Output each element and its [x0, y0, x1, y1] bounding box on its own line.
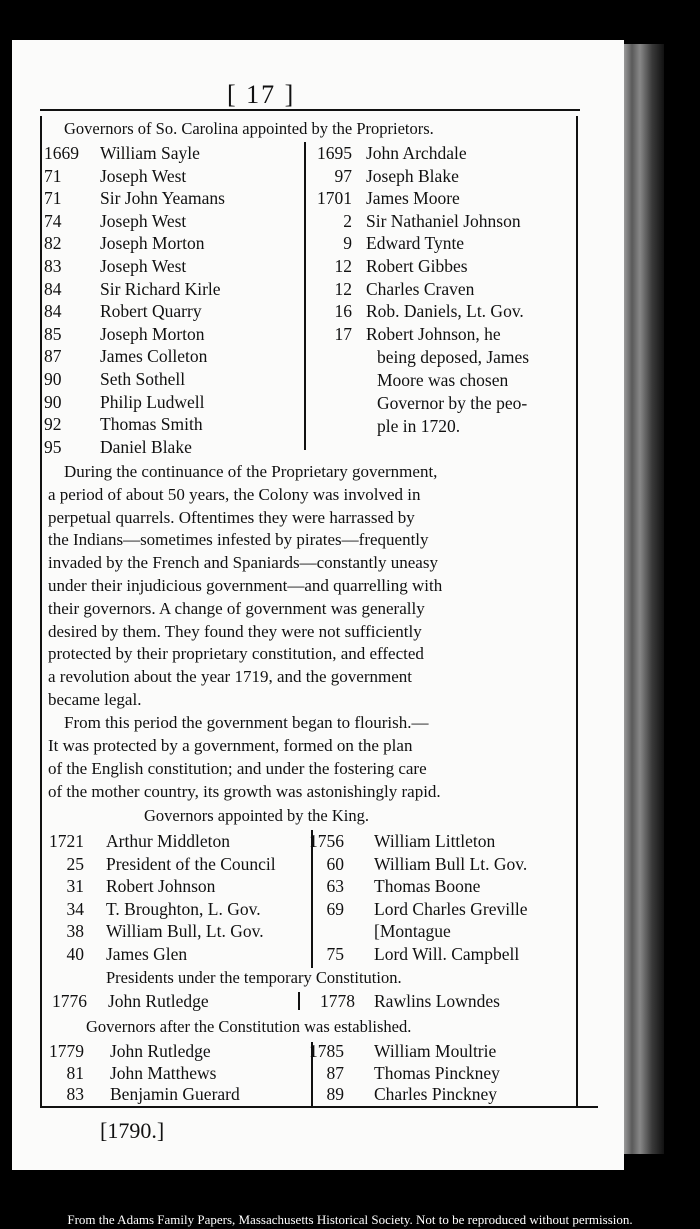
president-name: John Rutledge [108, 991, 209, 1011]
governor-name: Joseph Morton [100, 233, 205, 254]
column-divider [298, 992, 300, 1010]
governor-name: Robert Johnson, he [366, 323, 501, 344]
governor-note-line: being deposed, James [377, 347, 530, 367]
paragraph-line: invaded by the French and Spaniards—constantly uneasy [48, 553, 438, 573]
governor-year: 1785 [309, 1041, 344, 1061]
governor-year: 84 [44, 301, 62, 322]
governor-name: Benjamin Guerard [110, 1084, 240, 1104]
governor-name: Rob. Daniels, Lt. Gov. [366, 301, 524, 322]
governor-year: 9 [343, 233, 352, 254]
governor-name: Robert Quarry [100, 301, 202, 322]
section-heading-presidents: Presidents under the temporary Constitution. [106, 968, 402, 987]
governor-year: 60 [326, 853, 344, 874]
governor-name: William Bull Lt. Gov. [374, 853, 528, 874]
page-number: [ 17 ] [227, 80, 296, 109]
governor-name: Lord Will. Campbell [374, 944, 520, 964]
governor-year: 89 [326, 1084, 344, 1104]
governor-year: 90 [44, 391, 62, 412]
paragraph-line: a period of about 50 years, the Colony was involved in [48, 484, 421, 504]
governor-year: 1669 [44, 143, 79, 163]
governor-year: 90 [44, 369, 62, 389]
governor-name: John Archdale [366, 143, 467, 163]
governor-name: William Bull, Lt. Gov. [106, 921, 264, 942]
governor-name: Joseph West [100, 165, 187, 186]
governor-year: 82 [44, 233, 62, 254]
governor-name: Lord Charles Greville [374, 898, 528, 919]
governor-name: Joseph West [100, 210, 187, 231]
paragraph-line: From this period the government began to flourish.— [64, 713, 429, 732]
paragraph-line: perpetual quarrels. Oftentimes they were harrassed by [48, 507, 415, 527]
governor-year: 12 [334, 278, 352, 299]
governor-name: Philip Ludwell [100, 391, 205, 412]
governor-year: 2 [343, 210, 352, 231]
paragraph-line: It was protected by a government, formed on the plan [48, 736, 413, 755]
governor-year: 25 [66, 853, 84, 874]
governor-year: 17 [334, 323, 352, 344]
governor-name: T. Broughton, L. Gov. [106, 898, 261, 919]
governor-year: 83 [44, 256, 62, 276]
paragraph-line: the Indians—sometimes infested by pirates—frequently [48, 530, 429, 550]
governor-year: 12 [334, 256, 352, 276]
governor-year: 97 [334, 165, 352, 186]
governor-year: 74 [44, 210, 62, 231]
governor-year: 71 [44, 188, 62, 209]
governor-year: 1701 [317, 188, 352, 209]
governor-year: 69 [326, 898, 344, 919]
paragraph-line: of the mother country, its growth was astonishingly rapid. [48, 782, 441, 801]
governor-name: Edward Tynte [366, 233, 465, 254]
governor-name: Joseph Morton [100, 323, 205, 344]
governor-year: 87 [326, 1062, 344, 1083]
governor-name: Robert Johnson [106, 876, 216, 897]
governor-name: Sir John Yeamans [100, 188, 225, 209]
section-heading-king: Governors appointed by the King. [144, 806, 369, 825]
president-year: 1776 [52, 991, 87, 1011]
governor-year: 92 [44, 414, 62, 435]
governor-name: Sir Nathaniel Johnson [366, 210, 521, 231]
governor-name: Charles Pinckney [374, 1084, 497, 1104]
governor-name: James Colleton [100, 346, 208, 367]
bottom-rule [40, 1106, 598, 1108]
paragraph-line: a revolution about the year 1719, and the government [48, 667, 412, 687]
governor-name: Joseph Blake [366, 165, 459, 186]
governor-year: 83 [66, 1084, 84, 1104]
governor-year: 1779 [49, 1041, 84, 1061]
governor-year: 40 [66, 944, 84, 964]
governor-year: 87 [44, 346, 62, 367]
governor-name: William Littleton [374, 831, 496, 851]
governor-year: 81 [66, 1062, 84, 1083]
governor-name: President of the Council [106, 853, 276, 874]
paragraph-line: During the continuance of the Proprietary government, [64, 462, 438, 481]
governor-note-line: ple in 1720. [377, 416, 461, 436]
governor-year: 1756 [309, 831, 344, 851]
governor-year: 16 [334, 301, 352, 322]
governor-year: 1695 [317, 143, 352, 163]
paragraph-line: protected by their proprietary constitution, and effected [48, 644, 424, 664]
year-footer: [1790.] [100, 1118, 165, 1143]
paragraph-line: desired by them. They found they were not sufficiently [48, 621, 422, 641]
governor-name: Seth Sothell [100, 369, 186, 389]
section-heading-proprietors: Governors of So. Carolina appointed by the Proprietors. [64, 119, 434, 138]
governor-name: William Moultrie [374, 1041, 497, 1061]
governor-name: Thomas Smith [100, 414, 203, 435]
governor-year: 85 [44, 323, 62, 344]
governor-name: Joseph West [100, 256, 187, 276]
governor-year: 1721 [49, 831, 84, 851]
president-name: Rawlins Lowndes [374, 991, 500, 1011]
governor-name: James Glen [106, 944, 188, 964]
governor-name: Robert Gibbes [366, 256, 468, 276]
president-year: 1778 [320, 991, 355, 1011]
governor-name: Thomas Boone [374, 876, 481, 897]
governor-name: Arthur Middleton [106, 831, 230, 851]
paragraph-line: their governors. A change of government was generally [48, 598, 425, 618]
governor-note-line: Moore was chosen [377, 370, 509, 390]
page-edge [624, 44, 664, 1154]
paragraph-line: became legal. [48, 690, 142, 709]
section-heading-constitution: Governors after the Constitution was established. [86, 1017, 412, 1036]
governor-year: 75 [326, 944, 344, 964]
governor-name: Sir Richard Kirle [100, 278, 221, 299]
governor-year: 95 [44, 436, 62, 457]
copyright-footer: From the Adams Family Papers, Massachusetts Historical Society. Not to be reproduced without permission. [67, 1212, 633, 1227]
governor-name: William Sayle [100, 143, 200, 163]
governor-year: 38 [66, 921, 84, 942]
governor-name: Thomas Pinckney [374, 1062, 500, 1083]
paragraph-line: under their injudicious government—and quarrelling with [48, 576, 443, 595]
governor-year: 71 [44, 165, 62, 186]
governor-name: Charles Craven [366, 278, 475, 299]
governor-name: [Montague [374, 921, 451, 942]
governor-name: John Rutledge [110, 1041, 211, 1061]
header-rule [40, 109, 580, 111]
governor-name: Daniel Blake [100, 436, 192, 457]
governor-note-line: Governor by the peo- [377, 393, 528, 413]
governor-name: John Matthews [110, 1062, 217, 1083]
governor-year: 31 [66, 876, 84, 897]
governor-name: James Moore [366, 188, 460, 209]
governor-year: 63 [326, 876, 344, 897]
governor-year: 34 [66, 898, 84, 919]
governor-year: 84 [44, 278, 62, 299]
paragraph-line: of the English constitution; and under the fostering care [48, 759, 427, 778]
